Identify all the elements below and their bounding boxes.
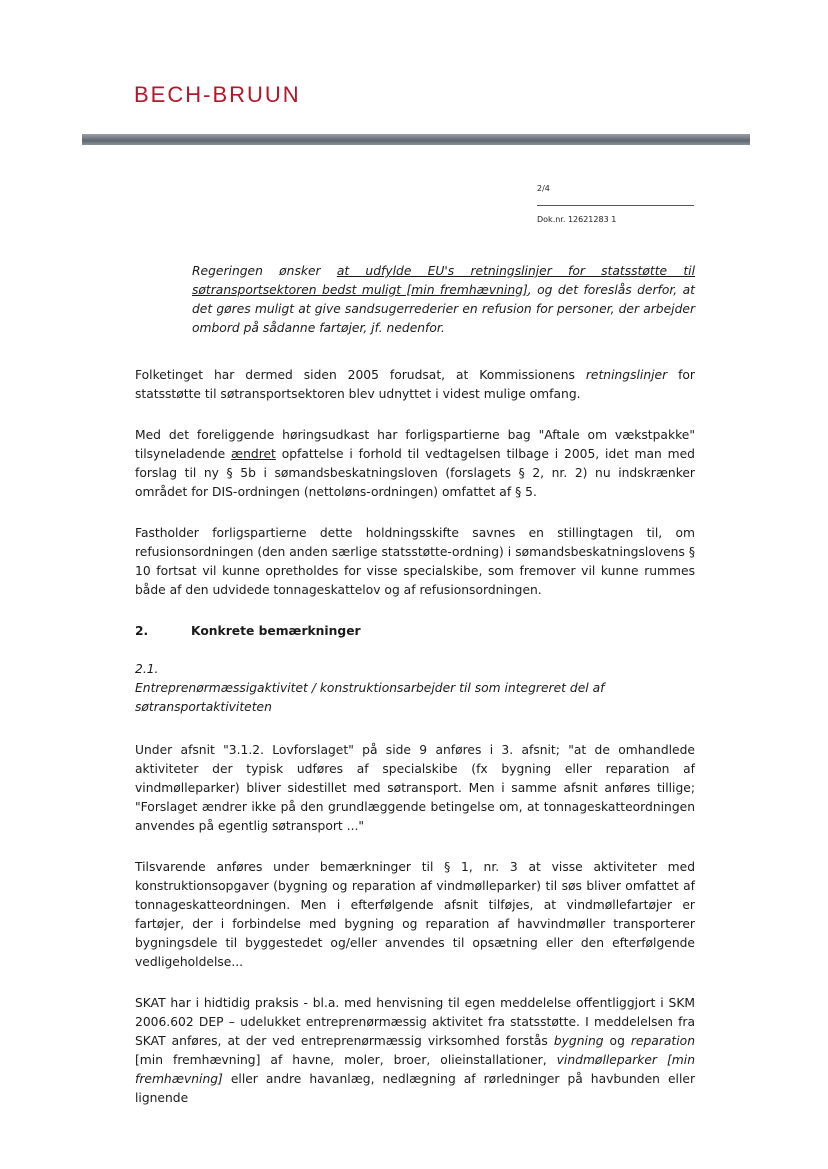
para6-text-end: eller andre havanlæg, nedlægning af rørledninger på havbunden eller lignende (135, 1072, 695, 1105)
block-quote (192, 262, 695, 338)
logo: BECH-BRUUN (134, 82, 301, 107)
para6-italic-2: reparation (630, 1034, 695, 1048)
para2-text: Med det foreliggende høringsudkast har forligspartierne bag "Aftale om vækstpakke" tilsyneladende (135, 428, 695, 461)
subsection-heading (135, 660, 695, 717)
para6-italic-1: bygning (553, 1034, 604, 1048)
section-heading (135, 622, 695, 641)
para2-text-end: opfattelse i forhold til vedtagelsen tilbage i 2005, idet man med forslag til ny § 5b i sømandsbeskatningsloven (forslagets § 2, nr. 2) nu indskrænker området for DIS-ordningen (nettoløns-ordningen) omfattet af § 5. (135, 447, 695, 499)
para1-text: Folketinget har dermed siden 2005 forudsat, at Kommissionens (135, 368, 586, 382)
section-title: Konkrete bemærkninger (191, 624, 361, 638)
paragraph-1 (135, 366, 695, 404)
document-number: Dok.nr. 12621283 1 (537, 215, 617, 224)
para6-text-3: [min fremhævning] af havne, moler, broer, olieinstallationer, (135, 1053, 557, 1067)
paragraph-3: Fastholder forligspartierne dette holdningsskifte savnes en stillingtagen til, om refusionsordningen (den anden særlige statsstøtte-ordning) i sømandsbeskatningslovens § 10 fortsat vil kunne opretholdes for visse specialskibe, som fremover vil kunne rummes både af den udvidede tonnageskattelov og af refusionsordningen. (135, 526, 695, 597)
quote-text: Regeringen ønsker (192, 264, 337, 278)
para6-text: SKAT har i hidtidig praksis - bl.a. med henvisning til egen meddelelse offentliggjort i SKM 2006.602 DEP – udelukket entreprenørmæssig aktivitet fra statsstøtte. I meddelelsen fra SKAT anføres, at der ved entreprenørmæssig virksomhed forstås (135, 996, 695, 1048)
para6-italic-3: vindmølleparker [min fremhævning] (135, 1053, 695, 1086)
page-number: 2/4 (537, 184, 550, 193)
paragraph-4: Under afsnit "3.1.2. Lovforslaget" på side 9 anføres i 3. afsnit; "at de omhandlede aktiviteter der typisk udføres af specialskibe (fx bygning eller reparation af vindmølleparker) bliver sidestillet med søtransport. Men i samme afsnit anføres tillige; "Forslaget ændrer ikke på den grundlæggende betingelse om, at tonnageskatteordningen anvendes på egentlig søtransport ..." (135, 743, 695, 833)
para1-italic: retningslinjer (585, 368, 668, 382)
para6-text-2: og (603, 1034, 631, 1048)
section-number: 2. (135, 624, 149, 638)
quote-text-end: , og det foreslås derfor, at det gøres muligt at give sandsugerrederier en refusion for personer, der arbejder ombord på sådanne fartøjer, jf. nedenfor. (192, 283, 695, 335)
paragraph-6 (135, 994, 695, 1108)
para2-underlined: ændret (231, 447, 276, 461)
header-band (82, 134, 750, 145)
paragraph-5: Tilsvarende anføres under bemærkninger til § 1, nr. 3 at visse aktiviteter med konstruktionsopgaver (bygning og reparation af vindmølleparker) til søs bliver omfattet af tonnageskatteordningen. Men i efterfølgende afsnit tilføjes, at vindmøllefartøjer er fartøjer, der i forbindelse med bygning og reparation af havvindmøller transporterer bygningsdele til byggestedet og/eller anvendes til opsætning eller den efterfølgende vedligeholdelse... (135, 860, 695, 969)
subsection-number: 2.1. (135, 662, 159, 676)
quote-underlined: at udfylde EU's retningslinjer for statsstøtte til søtransportsektoren bedst muligt [min fremhævning] (192, 264, 695, 297)
subsection-title: Entreprenørmæssigaktivitet / konstruktionsarbejder til som integreret del af søtransportaktiviteten (135, 681, 605, 714)
document-body (135, 262, 695, 1130)
para1-text-end: for statsstøtte til søtransportsektoren blev udnyttet i videst mulige omfang. (135, 368, 695, 401)
header-rule (537, 205, 694, 206)
paragraph-2 (135, 426, 695, 502)
